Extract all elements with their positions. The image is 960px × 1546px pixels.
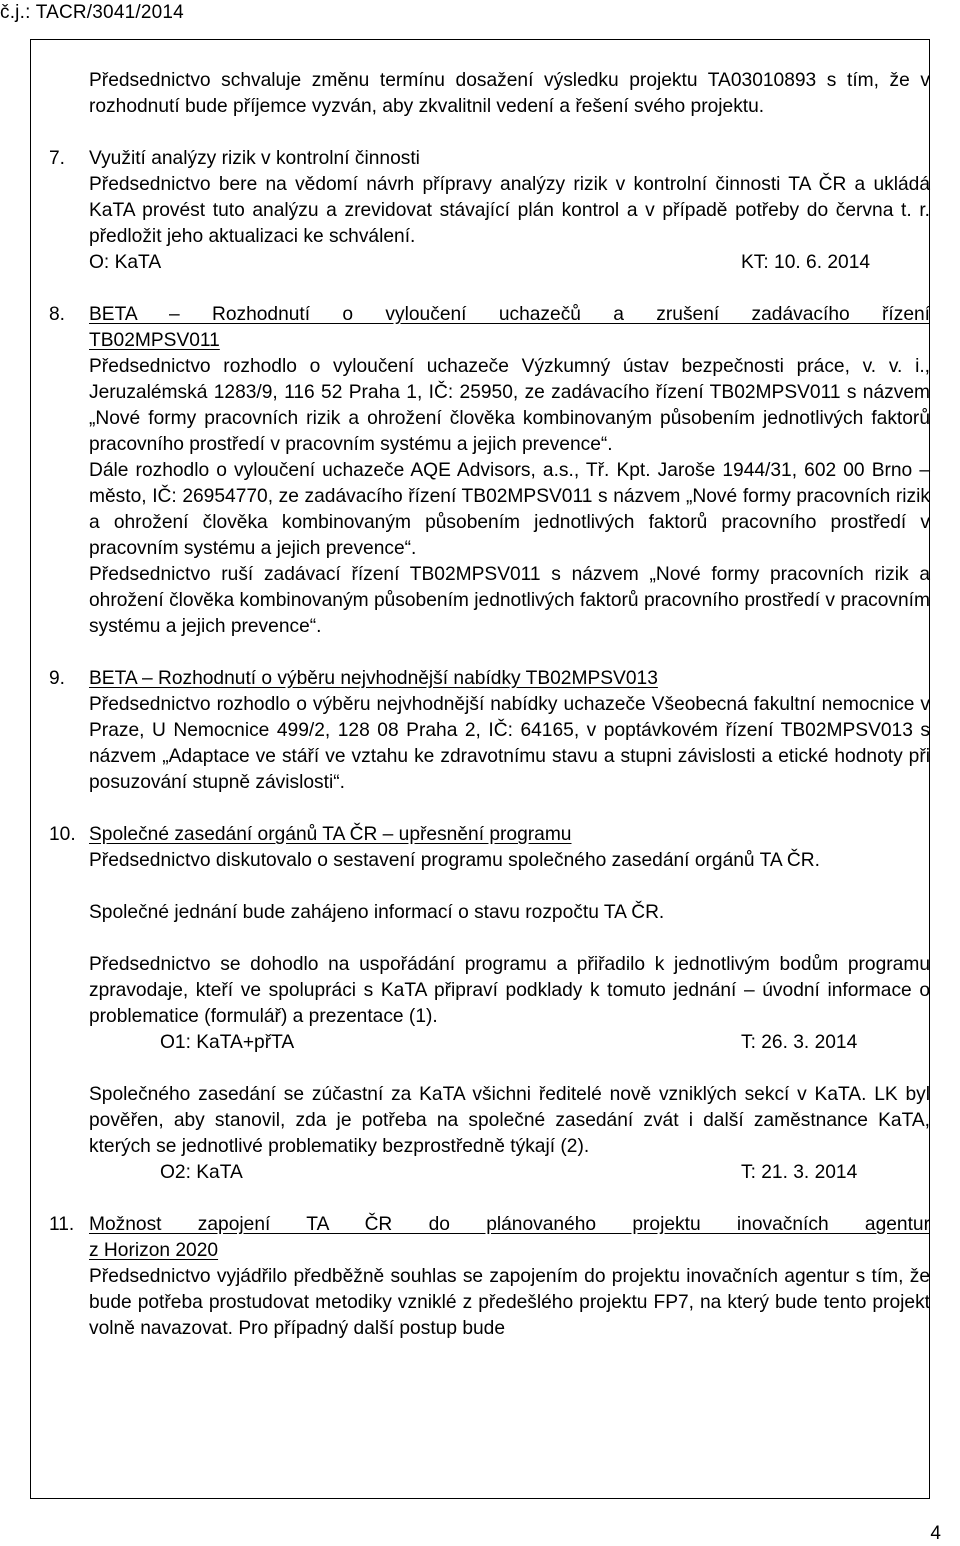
document-body <box>49 68 930 1342</box>
item-7-title: Využití analýzy rizik v kontrolní činnosti <box>89 148 420 169</box>
item-9 <box>49 666 930 796</box>
item-8-title-line1: BETA – Rozhodnutí o vyloučení uchazečů a zrušení zadávacího řízení <box>89 304 930 325</box>
item-10-paragraph-3: Předsednictvo se dohodlo na uspořádání programu a přiřadilo k jednotlivým bodům programu zpravodaje, kteří ve spolupráci s KaTA připraví podklady k tomuto jednání – úvodní informace o problematice (formulář) a prezentace (1). <box>89 954 930 1027</box>
item-10-paragraph-1: Předsednictvo diskutovalo o sestavení programu společného zasedání orgánů TA ČR. <box>89 850 820 871</box>
item-7-task <box>89 250 930 276</box>
item-8-paragraph-3: Předsednictvo ruší zadávací řízení TB02MPSV011 s názvem „Nové formy pracovních rizik a ohrožení člověka kombinovaným působením jednotlivých faktorů pracovního prostředí v pracovním systému a jejich prevence“. <box>89 564 930 637</box>
item-10-task-2-deadline: T: 21. 3. 2014 <box>741 1162 858 1183</box>
item-11-title-line2: z Horizon 2020 <box>89 1240 219 1261</box>
item-11-number: 11. <box>49 1214 75 1235</box>
item-7 <box>49 146 930 276</box>
item-8-title-line2: TB02MPSV011 <box>89 330 220 351</box>
page-number: 4 <box>930 1523 941 1544</box>
item-9-title: BETA – Rozhodnutí o výběru nejvhodnější nabídky TB02MPSV013 <box>89 668 658 689</box>
item-8-number: 8. <box>49 304 66 325</box>
item-10-task-1-deadline: T: 26. 3. 2014 <box>741 1032 858 1053</box>
item-8-paragraph-2: Dále rozhodlo o vyloučení uchazeče AQE Advisors, a.s., Tř. Kpt. Jaroše 1944/31, 602 00 Brno – město, IČ: 26954770, ze zadávacího řízení TB02MPSV011 s názvem „Nové formy pracovních rizik a ohrožení člověka kombinovaným působením jednotlivých faktorů pracovního prostředí v pracovním systému a jejich prevence“. <box>89 460 930 559</box>
item-8-paragraph-1: Předsednictvo rozhodlo o vyloučení uchazeče Výzkumný ústav bezpečnosti práce, v. v. i., Jeruzalémská 1283/9, 116 52 Praha 1, IČ: 25950, ze zadávacího řízení TB02MPSV011 s názvem „Nové formy pracovních rizik a ohrožení člověka kombinovaným působením jednotlivých faktorů pracovního prostředí v pracovním systému a jejich prevence“. <box>89 356 930 455</box>
document-reference: č.j.: TACR/3041/2014 <box>0 2 184 23</box>
item-11 <box>49 1212 930 1342</box>
item-10-task-1 <box>89 1030 930 1056</box>
item-8 <box>49 302 930 640</box>
item-7-owner: O: KaTA <box>89 252 162 273</box>
item-10-paragraph-4: Společného zasedání se zúčastní za KaTA všichni ředitelé nově vzniklých sekcí v KaTA. LK byl pověřen, aby stanovil, zda je potřeba na společné zasedání zvát i další zaměstnance KaTA, kterých se jednotlivé problematiky bezprostředně týkají (2). <box>89 1084 930 1157</box>
item-10-paragraph-2: Společné jednání bude zahájeno informací o stavu rozpočtu TA ČR. <box>89 902 665 923</box>
intro-paragraph: Předsednictvo schvaluje změnu termínu dosažení výsledku projektu TA03010893 s tím, že v rozhodnutí bude příjemce vyzván, aby zkvalitnil vedení a řešení svého projektu. <box>89 70 930 117</box>
item-10-title: Společné zasedání orgánů TA ČR – upřesnění programu <box>89 824 572 845</box>
item-10-task-2-owner: O2: KaTA <box>160 1162 243 1183</box>
item-10-task-1-owner: O1: KaTA+přTA <box>160 1032 295 1053</box>
item-9-number: 9. <box>49 668 66 689</box>
item-7-number: 7. <box>49 148 66 169</box>
item-11-body: Předsednictvo vyjádřilo předběžně souhlas se zapojením do projektu inovačních agentur s tím, že bude potřeba prostudovat metodiky vzniklé z předešlého projektu FP7, na který bude tento projekt volně navazovat. Pro případný další postup bude <box>89 1266 930 1339</box>
item-7-body: Předsednictvo bere na vědomí návrh přípravy analýzy rizik v kontrolní činnosti TA ČR a ukládá KaTA provést tuto analýzu a zrevidovat stávající plán kontrol a v případě potřeby do června t. r. předložit jeho aktualizaci ke schválení. <box>89 174 930 247</box>
item-10 <box>49 822 930 1186</box>
item-11-title-line1: Možnost zapojení TA ČR do plánovaného projektu inovačních agentur <box>89 1214 930 1235</box>
item-10-number: 10. <box>49 824 76 845</box>
item-7-deadline: KT: 10. 6. 2014 <box>741 252 871 273</box>
item-10-task-2 <box>89 1160 930 1186</box>
item-9-body: Předsednictvo rozhodlo o výběru nejvhodnější nabídky uchazeče Všeobecná fakultní nemocnice v Praze, U Nemocnice 499/2, 128 08 Praha 2, IČ: 64165, v poptávkovém řízení TB02MPSV013 s názvem „Adaptace ve stáří ve vztahu ke zdravotnímu stavu a stupni závislosti a etické hodnoty při posuzování stupně závislosti“. <box>89 694 930 793</box>
